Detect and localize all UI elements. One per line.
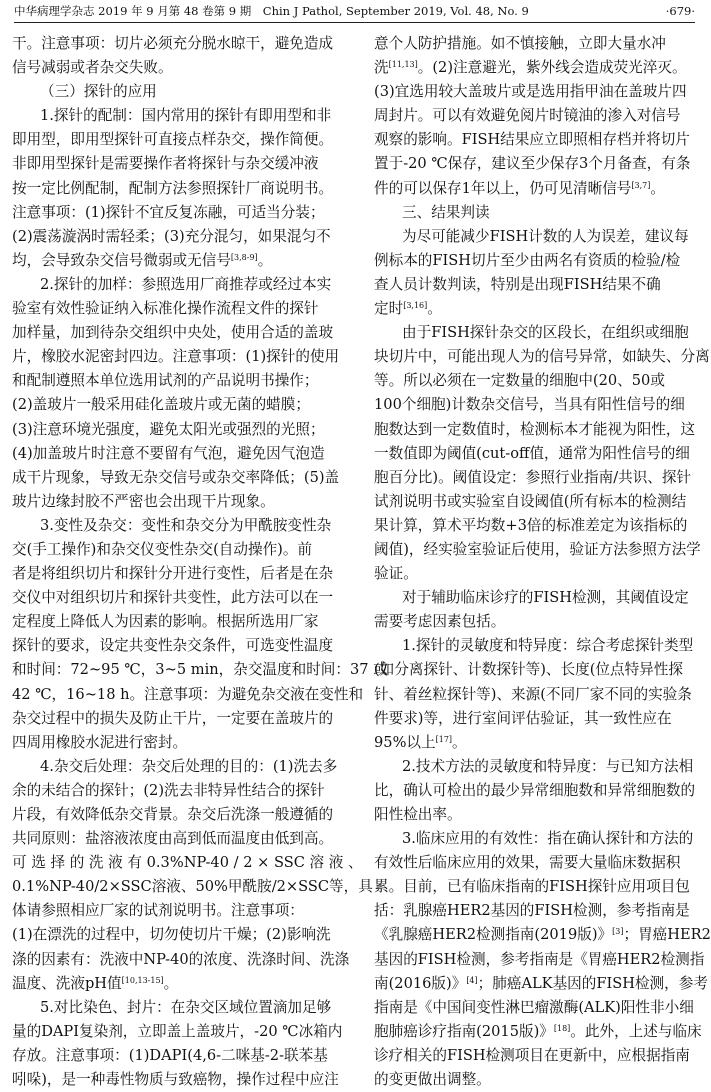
text-line: 涤的因素有：洗液中NP-40的浓度、洗涤时间、洗涤 (12, 950, 350, 968)
text-line: 观察的影响。FISH结果应立即照相存档并将切片 (374, 131, 690, 149)
text-line: 非即用型探针是需要操作者将探针与杂交缓冲液 (12, 155, 319, 173)
text-line: 试剂说明书或实验室自设阈值(所有标本的检测结 (374, 492, 687, 510)
text-line: 胞肺癌诊疗指南(2015版)》[18]。此外，上述与临床 (374, 1022, 702, 1040)
text-line: 南(2016版)》[4]；肺癌ALK基因的FISH检测，参考 (374, 974, 708, 992)
text-line: 按一定比例配制，配制方法参照探针厂商说明书。 (12, 179, 334, 197)
text-line: 定时[3,16]。 (374, 300, 442, 318)
journal-citation: 中华病理学杂志 2019 年 9 月第 48 卷第 9 期 Chin J Pathol, September 2019, Vol. 48, No. 9 (14, 4, 529, 18)
text-line: 1.探针的灵敏度和特异度：综合考虑探针类型 (402, 637, 694, 655)
text-line: 0.1%NP-40/2×SSC溶液、50%甲酰胺/2×SSC等，具 (12, 878, 373, 896)
text-line: 阈值)，经实验室验证后使用，验证方法参照方法学 (374, 540, 701, 558)
text-line: 洗[11,13]。(2)注意避光，紫外线会造成荧光淬灭。 (374, 59, 687, 77)
text-line: (3)注意环境光强度，避免太阳光或强烈的光照； (12, 420, 325, 438)
citation-ref: [3,7] (631, 180, 651, 190)
text-line: 括：乳腺癌HER2基因的FISH检测，参考指南是 (374, 902, 690, 920)
text-line: 探针的要求，设定共变性杂交条件，可选变性温度 (12, 637, 334, 655)
text-line: 诊疗相关的FISH检测项目在更新中，应根据指南 (374, 1046, 690, 1064)
text-line: 干。注意事项：切片必须充分脱水晾干，避免造成 (12, 35, 334, 52)
text-line: 针、着丝粒探针等)、来源(不同厂家不同的实验条 (374, 685, 692, 703)
citation-ref: [3,8-9] (230, 252, 258, 262)
text-line: 验室有效性验证纳入标准化操作流程文件的探针 (12, 300, 319, 318)
page-number: ·679· (665, 4, 695, 18)
text-line: 共同原则：盐溶液浓度由高到低而温度由低到高。 (12, 830, 334, 848)
text-line: 比，确认可检出的最少异常细胞数和异常细胞数的 (374, 781, 696, 799)
text-line: 胞百分比)。阈值设定：参照行业指南/共识、探针 (374, 468, 692, 486)
text-line: 三、结果判读 (402, 203, 490, 221)
text-line: 片段，有效降低杂交背景。杂交后洗涤一般遵循的 (12, 806, 334, 823)
text-line: 信号减弱或者杂交失败。 (12, 59, 173, 77)
text-line: 吲哚)，是一种毒性物质与致癌物，操作过程中应注 (12, 1071, 339, 1089)
citation-ref: [11,13] (388, 60, 418, 70)
text-line: 一数值即为阈值(cut-off值，通常为阳性信号的细 (374, 444, 690, 462)
text-line: 的变更做出调整。 (374, 1071, 491, 1089)
citation-ref: [3,16] (403, 301, 428, 311)
text-line: 四周用橡胶水泥进行密封。 (12, 733, 188, 751)
text-line: 块切片中，可能出现人为的信号异常，如缺失、分离 (374, 348, 710, 366)
text-line: 阳性检出率。 (374, 806, 462, 823)
text-line: 量的DAPI复染剂，立即盖上盖玻片，-20 ℃冰箱内 (12, 1022, 343, 1040)
text-line: 验证。 (374, 565, 418, 583)
text-line: 成干片现象，导致无杂交信号或杂交率降低；(5)盖 (12, 468, 340, 486)
text-line: 4.杂交后处理：杂交后处理的目的：(1)洗去多 (40, 757, 338, 775)
text-line: 体请参照相应厂家的试剂说明书。注意事项： (12, 902, 304, 920)
text-line: 等。所以必须在一定数量的细胞中(20、50或 (374, 372, 665, 390)
text-line: 者是将组织切片和探针分开进行变性，后者是在杂 (12, 565, 334, 583)
citation-ref: [18] (553, 1023, 571, 1033)
text-line: 查人员计数判读，特别是出现FISH结果不确 (374, 275, 661, 293)
text-line: 交(手工操作)和杂交仪变性杂交(自动操作)。前 (12, 540, 313, 558)
text-line: 即用型，即用型探针可直接点样杂交，操作简便。 (12, 131, 334, 149)
citation-ref: [17] (435, 734, 453, 744)
text-line: 余的未结合的探针；(2)洗去非特异性结合的探针 (12, 781, 325, 799)
text-line: （三）探针的应用 (40, 83, 157, 101)
text-line: 存放。注意事项：(1)DAPI(4,6-二咪基-2-联苯基 (12, 1046, 328, 1064)
text-line: 果计算，算术平均数+3倍的标准差定为该指标的 (374, 516, 688, 534)
text-line: 《乳腺癌HER2检测指南(2019版)》[3]；胃癌HER2 (374, 926, 711, 944)
text-line: 片，橡胶水泥密封四边。注意事项：(1)探针的使用 (12, 348, 340, 366)
citation-ref: [4] (466, 975, 478, 985)
right-text-column (374, 32, 711, 1092)
text-line: 均，会导致杂交信号微弱或无信号[3,8-9]。 (12, 251, 273, 269)
text-line: (2)盖玻片一般采用硅化盖玻片或无菌的蜡膜； (12, 396, 310, 414)
text-line: 玻片边缘封胶不严密也会出现干片现象。 (12, 492, 275, 510)
text-line: 需要考虑因素包括。 (374, 613, 506, 631)
text-line: (4)加盖玻片时注意不要留有气泡，避免因气泡造 (12, 444, 325, 462)
text-line: 5.对比染色、封片：在杂交区域位置滴加足够 (40, 998, 332, 1016)
text-line: 基因的FISH检测，参考指南是《胃癌HER2检测指 (374, 950, 705, 968)
text-line: 和时间：72~95 ℃，3~5 min，杂交温度和时间：37 或 (12, 661, 388, 679)
text-line: 意个人防护措施。如不慎接触，立即大量水冲 (374, 35, 666, 52)
text-line: 3.变性及杂交：变性和杂交分为甲酰胺变性杂 (40, 516, 332, 534)
text-line: 温度、洗液pH值[10,13-15]。 (12, 974, 179, 992)
text-line: 95%以上[17]。 (374, 733, 467, 751)
text-line: (如分离探针、计数探针等)、长度(位点特异性探 (374, 661, 683, 679)
text-line: 杂交过程中的损失及防止干片，一定要在盖玻片的 (12, 709, 334, 727)
text-line: 件的可以保存1年以上，仍可见清晰信号[3,7]。 (374, 179, 665, 197)
text-line: 100个细胞)计数杂交信号，当具有阳性信号的细 (374, 396, 685, 414)
text-line: (3)宜选用较大盖玻片或是选用指甲油在盖玻片四 (374, 83, 687, 101)
text-line: 由于FISH探针杂交的区段长，在组织或细胞 (402, 324, 689, 342)
text-line: 对于辅助临床诊疗的FISH检测，其阈值设定 (402, 589, 689, 607)
text-line: 3.临床应用的有效性：指在确认探针和方法的 (402, 830, 694, 848)
text-line: 件要求)等，进行室间评估验证，其一致性应在 (374, 709, 672, 727)
text-line: (1)在漂洗的过程中，切勿使切片干燥；(2)影响洗 (12, 926, 331, 944)
text-line: 交仪中对组织切片和探针共变性，此方法可以在一 (12, 589, 334, 607)
text-line: (2)震荡漩涡时需轻柔；(3)充分混匀，如果混匀不 (12, 227, 331, 245)
text-line: 胞数达到一定数值时，检测标本才能视为阳性，这 (374, 420, 696, 438)
text-line: 例标本的FISH切片至少由两名有资质的检验/检 (374, 251, 681, 269)
text-line: 有效性后临床应用的效果，需要大量临床数据积 (374, 854, 681, 872)
text-line: 累。目前，已有临床指南的FISH探针应用项目包 (374, 878, 690, 896)
running-header (14, 2, 695, 23)
left-text-column (12, 32, 388, 1092)
text-line: 为尽可能减少FISH计数的人为误差，建议每 (402, 227, 689, 245)
text-line: 指南是《中国间变性淋巴瘤激酶(ALK)阳性非小细 (374, 998, 694, 1016)
text-line: 加样量，加到待杂交组织中央处，使用合适的盖玻 (12, 324, 334, 342)
text-line: 和配制遵照本单位选用试剂的产品说明书操作； (12, 372, 319, 390)
citation-ref: [10,13-15] (121, 975, 164, 985)
text-line: 可 选 择 的 洗 液 有 0.3%NP-40 / 2 × SSC 溶 液 、 (12, 854, 363, 872)
text-line: 注意事项：(1)探针不宜反复冻融，可适当分装； (12, 203, 325, 221)
text-line: 2.技术方法的灵敏度和特异度：与已知方法相 (402, 757, 694, 775)
citation-ref: [3] (612, 927, 624, 937)
text-line: 42 ℃，16~18 h。注意事项：为避免杂交液在变性和 (12, 685, 364, 703)
text-line: 1.探针的配制：国内常用的探针有即用型和非 (40, 107, 332, 125)
text-line: 置于-20 ℃保存，建议至少保存3个月备查，有条 (374, 155, 691, 173)
text-line: 2.探针的加样：参照选用厂商推荐或经过本实 (40, 275, 332, 293)
text-line: 周封片。可以有效避免阅片时镜油的渗入对信号 (374, 107, 681, 125)
text-line: 定程度上降低人为因素的影响。根据所选用厂家 (12, 613, 319, 631)
